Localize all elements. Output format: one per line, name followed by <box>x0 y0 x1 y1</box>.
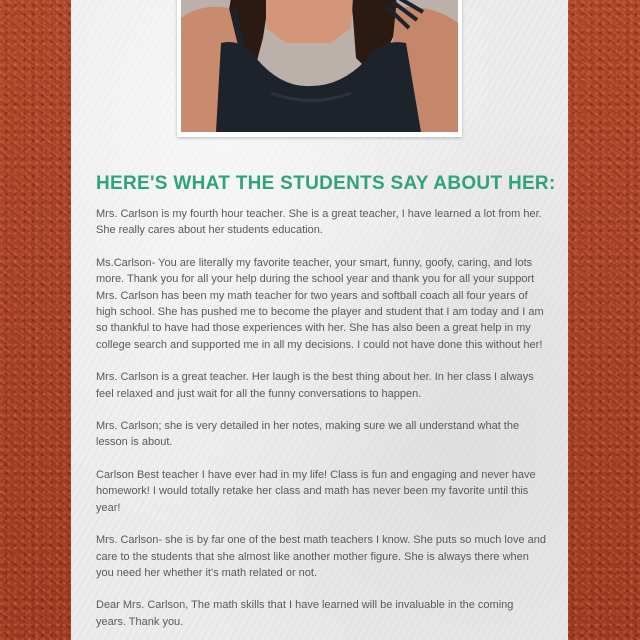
testimonial-quote: Carlson Best teacher I have ever had in my life! Class is fun and engaging and never have homework! I would totally retake her class and math has never been my favorite until this year! <box>96 468 536 514</box>
testimonial-quote: Ms.Carlson- You are literally my favorite teacher, your smart, funny, goofy, caring, and lots more. Thank you for all your help during the school year and thank you for all your support Mrs. Carlson has been my math teacher for two years and softball coach all four years of high school. She has pushed me to become the player and student that I am today and I am so thankful to have had those experiences with her. She has also been a great help in my college search and supported me in all my decisions. I could not have done this without her! <box>96 256 544 351</box>
teacher-photo <box>181 0 458 132</box>
testimonial-quote: Dear Mrs. Carlson, The math skills that I have learned will be invaluable in the coming years. Thank you. <box>96 599 514 628</box>
photo-frame <box>177 0 462 137</box>
testimonial-quote: Mrs. Carlson- she is by far one of the best math teachers I know. She puts so much love and care to the students that she almost like another mother figure. She is always there when you need her whether it's math related or not. <box>96 534 547 579</box>
section-heading: HERE'S WHAT THE STUDENTS SAY ABOUT HER: <box>96 173 556 194</box>
content-panel <box>71 0 568 640</box>
testimonials-list <box>96 206 546 640</box>
testimonial-quote: Mrs. Carlson is my fourth hour teacher. She is a great teacher, I have learned a lot from her. She really cares about her students education. <box>96 208 542 237</box>
testimonial-quote: Mrs. Carlson is a great teacher. Her laugh is the best thing about her. In her class I always feel relaxed and just wait for all the funny conversations to happen. <box>96 371 534 400</box>
testimonial-quote: Mrs. Carlson; she is very detailed in her notes, making sure we all understand what the lesson is about. <box>96 420 520 449</box>
